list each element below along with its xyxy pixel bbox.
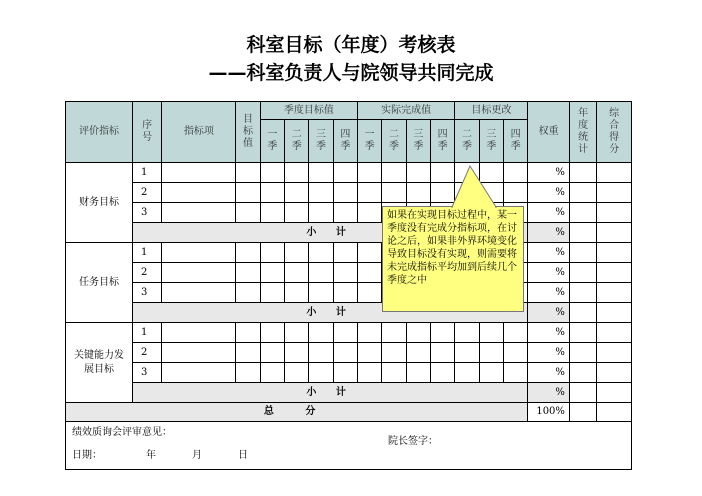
subtotal-label: 小 计 — [132, 223, 527, 243]
total-row — [66, 403, 632, 422]
data-cell[interactable] — [285, 343, 309, 363]
data-cell[interactable] — [503, 323, 527, 343]
data-cell[interactable] — [569, 183, 596, 203]
data-cell[interactable] — [569, 323, 596, 343]
header-seq: 序 号 — [132, 102, 161, 163]
data-cell[interactable] — [597, 243, 632, 263]
weight-cell[interactable]: % — [528, 183, 570, 203]
data-cell[interactable] — [431, 363, 455, 383]
data-cell[interactable] — [285, 263, 309, 283]
year-label: 年 — [146, 450, 156, 461]
data-cell[interactable] — [358, 163, 382, 183]
day-label: 日 — [238, 450, 248, 461]
table-row — [66, 243, 632, 263]
data-cell[interactable] — [333, 323, 357, 343]
row-number: 3 — [132, 203, 161, 223]
header-total-score: 综 合 得 分 — [597, 102, 632, 163]
data-cell[interactable] — [162, 363, 236, 383]
review-opinion-area[interactable] — [66, 422, 632, 470]
row-number: 2 — [132, 343, 161, 363]
group-label: 关键能力发展目标 — [66, 323, 133, 403]
table-row — [66, 263, 632, 283]
data-cell[interactable] — [162, 323, 236, 343]
data-cell[interactable] — [236, 243, 260, 263]
header-quarterly-target-q3: 三 季 — [309, 120, 333, 163]
total-label: 总 分 — [66, 403, 528, 422]
data-cell[interactable] — [333, 203, 357, 223]
data-cell[interactable] — [260, 263, 284, 283]
table-row — [66, 343, 632, 363]
header-quarterly-target: 季度目标值 — [260, 102, 357, 120]
footer-row — [66, 422, 632, 470]
data-cell[interactable] — [597, 383, 632, 403]
data-cell[interactable] — [479, 183, 503, 203]
data-cell[interactable] — [479, 163, 503, 183]
data-cell[interactable] — [309, 163, 333, 183]
weight-cell[interactable]: % — [528, 323, 570, 343]
data-cell[interactable] — [503, 343, 527, 363]
data-cell[interactable] — [162, 183, 236, 203]
header-weight: 权重 — [528, 102, 570, 163]
data-cell[interactable] — [569, 343, 596, 363]
table-row — [66, 283, 632, 303]
weight-cell[interactable]: % — [528, 363, 570, 383]
table-row — [66, 363, 632, 383]
data-cell[interactable] — [503, 363, 527, 383]
president-sign-label: 院长签字： — [388, 436, 438, 447]
data-cell[interactable] — [569, 223, 596, 243]
weight-cell[interactable]: % — [528, 163, 570, 183]
row-number: 1 — [132, 163, 161, 183]
data-cell[interactable] — [309, 183, 333, 203]
data-cell[interactable] — [569, 283, 596, 303]
data-cell[interactable] — [358, 183, 382, 203]
data-cell[interactable] — [597, 183, 632, 203]
data-cell[interactable] — [406, 363, 430, 383]
header-indicator-type: 评价指标 — [66, 102, 133, 163]
subtotal-weight[interactable]: % — [528, 303, 570, 323]
header-actual-q4: 四 季 — [431, 120, 455, 163]
weight-cell[interactable]: % — [528, 203, 570, 223]
data-cell[interactable] — [333, 343, 357, 363]
data-cell[interactable] — [260, 243, 284, 263]
subtotal-row — [66, 383, 632, 403]
subtotal-weight[interactable]: % — [528, 223, 570, 243]
row-number: 2 — [132, 263, 161, 283]
group-label: 财务目标 — [66, 163, 133, 243]
data-cell[interactable] — [479, 363, 503, 383]
data-cell[interactable] — [309, 243, 333, 263]
data-cell[interactable] — [455, 163, 479, 183]
data-cell[interactable] — [569, 243, 596, 263]
data-cell[interactable] — [382, 343, 406, 363]
table-row — [66, 203, 632, 223]
header-quarterly-target-q1: 一 季 — [260, 120, 284, 163]
data-cell[interactable] — [406, 183, 430, 203]
data-cell[interactable] — [569, 163, 596, 183]
data-cell[interactable] — [597, 223, 632, 243]
header-quarterly-target-q4: 四 季 — [333, 120, 357, 163]
subtotal-row — [66, 223, 632, 243]
data-cell[interactable] — [358, 363, 382, 383]
data-cell[interactable] — [236, 163, 260, 183]
data-cell[interactable] — [260, 163, 284, 183]
data-cell[interactable] — [479, 323, 503, 343]
data-cell[interactable] — [597, 163, 632, 183]
data-cell[interactable] — [260, 323, 284, 343]
data-cell[interactable] — [333, 183, 357, 203]
data-cell[interactable] — [597, 303, 632, 323]
header-actual-q3: 三 季 — [406, 120, 430, 163]
data-cell[interactable] — [285, 283, 309, 303]
data-cell[interactable] — [309, 323, 333, 343]
data-cell[interactable] — [569, 263, 596, 283]
header-actual: 实际完成值 — [358, 102, 455, 120]
data-cell[interactable] — [431, 163, 455, 183]
data-cell[interactable] — [597, 403, 632, 422]
data-cell[interactable] — [236, 263, 260, 283]
data-cell[interactable] — [569, 383, 596, 403]
data-cell[interactable] — [406, 343, 430, 363]
month-label: 月 — [192, 450, 202, 461]
subtotal-label: 小 计 — [132, 303, 527, 323]
header-actual-q1: 一 季 — [358, 120, 382, 163]
data-cell[interactable] — [236, 363, 260, 383]
subtotal-row — [66, 303, 632, 323]
data-cell[interactable] — [597, 323, 632, 343]
row-number: 1 — [132, 323, 161, 343]
data-cell[interactable] — [431, 183, 455, 203]
table-row — [66, 323, 632, 343]
data-cell[interactable] — [569, 203, 596, 223]
assessment-table — [65, 101, 632, 470]
data-cell[interactable] — [162, 343, 236, 363]
data-cell[interactable] — [236, 283, 260, 303]
subtotal-label: 小 计 — [132, 383, 527, 403]
data-cell[interactable] — [162, 283, 236, 303]
data-cell[interactable] — [333, 243, 357, 263]
total-weight: 100% — [528, 403, 570, 422]
data-cell[interactable] — [597, 203, 632, 223]
data-cell[interactable] — [260, 363, 284, 383]
data-cell[interactable] — [358, 343, 382, 363]
weight-cell[interactable]: % — [528, 283, 570, 303]
data-cell[interactable] — [455, 323, 479, 343]
header-change-q2: 二 季 — [455, 120, 479, 163]
page-title: 科室目标（年度）考核表 — [246, 34, 456, 56]
data-cell[interactable] — [236, 183, 260, 203]
header-actual-q2: 二 季 — [382, 120, 406, 163]
data-cell[interactable] — [406, 323, 430, 343]
data-cell[interactable] — [503, 163, 527, 183]
data-cell[interactable] — [162, 163, 236, 183]
data-cell[interactable] — [236, 343, 260, 363]
data-cell[interactable] — [503, 183, 527, 203]
header-quarterly-target-q2: 二 季 — [285, 120, 309, 163]
group-label: 任务目标 — [66, 243, 133, 323]
data-cell[interactable] — [285, 183, 309, 203]
data-cell[interactable] — [162, 203, 236, 223]
data-cell[interactable] — [260, 283, 284, 303]
weight-cell[interactable]: % — [528, 243, 570, 263]
subtotal-weight[interactable]: % — [528, 383, 570, 403]
data-cell[interactable] — [358, 323, 382, 343]
data-cell[interactable] — [455, 183, 479, 203]
data-cell[interactable] — [285, 243, 309, 263]
data-cell[interactable] — [285, 363, 309, 383]
data-cell[interactable] — [333, 283, 357, 303]
data-cell[interactable] — [597, 263, 632, 283]
data-cell[interactable] — [597, 363, 632, 383]
data-cell[interactable] — [569, 303, 596, 323]
data-cell[interactable] — [285, 203, 309, 223]
date-row — [72, 450, 248, 462]
data-cell[interactable] — [358, 243, 382, 263]
data-cell[interactable] — [309, 263, 333, 283]
data-cell[interactable] — [382, 183, 406, 203]
data-cell[interactable] — [455, 343, 479, 363]
row-number: 2 — [132, 183, 161, 203]
data-cell[interactable] — [382, 363, 406, 383]
header-change-q4: 四 季 — [503, 120, 527, 163]
data-cell[interactable] — [285, 323, 309, 343]
data-cell[interactable] — [479, 343, 503, 363]
header-item: 指标项 — [162, 102, 236, 163]
data-cell[interactable] — [597, 343, 632, 363]
review-opinion-label: 绩效质询会评审意见： — [72, 427, 172, 438]
data-cell[interactable] — [431, 343, 455, 363]
table-row — [66, 183, 632, 203]
data-cell[interactable] — [162, 263, 236, 283]
data-cell[interactable] — [260, 183, 284, 203]
data-cell[interactable] — [358, 203, 382, 223]
data-cell[interactable] — [333, 363, 357, 383]
row-number: 3 — [132, 283, 161, 303]
weight-cell[interactable]: % — [528, 263, 570, 283]
data-cell[interactable] — [309, 343, 333, 363]
data-cell[interactable] — [333, 263, 357, 283]
data-cell[interactable] — [358, 283, 382, 303]
data-cell[interactable] — [358, 263, 382, 283]
data-cell[interactable] — [382, 163, 406, 183]
header-annual-stat: 年 度 统 计 — [569, 102, 596, 163]
data-cell[interactable] — [236, 203, 260, 223]
data-cell[interactable] — [162, 243, 236, 263]
header-target: 目 标 值 — [236, 102, 260, 163]
data-cell[interactable] — [431, 323, 455, 343]
data-cell[interactable] — [455, 363, 479, 383]
data-cell[interactable] — [309, 203, 333, 223]
table-row — [66, 163, 632, 183]
callout-note: 如果在实现目标过程中，某一季度没有完成分指标项，在讨论之后，如果非外界环境变化导致目标没有实现，则需要将未完成指标平均加到后续几个季度之中 — [382, 206, 524, 312]
data-cell[interactable] — [260, 203, 284, 223]
data-cell[interactable] — [309, 363, 333, 383]
data-cell[interactable] — [597, 283, 632, 303]
data-cell[interactable] — [236, 323, 260, 343]
data-cell[interactable] — [260, 343, 284, 363]
data-cell[interactable] — [569, 403, 596, 422]
page-subtitle: ——科室负责人与院领导共同完成 — [208, 62, 494, 84]
weight-cell[interactable]: % — [528, 343, 570, 363]
data-cell[interactable] — [309, 283, 333, 303]
row-number: 1 — [132, 243, 161, 263]
header-target-change: 目标更改 — [455, 102, 528, 120]
data-cell[interactable] — [285, 163, 309, 183]
row-number: 3 — [132, 363, 161, 383]
header-change-q3: 三 季 — [479, 120, 503, 163]
data-cell[interactable] — [406, 163, 430, 183]
date-label: 日期： — [72, 450, 102, 461]
data-cell[interactable] — [382, 323, 406, 343]
data-cell[interactable] — [333, 163, 357, 183]
data-cell[interactable] — [569, 363, 596, 383]
